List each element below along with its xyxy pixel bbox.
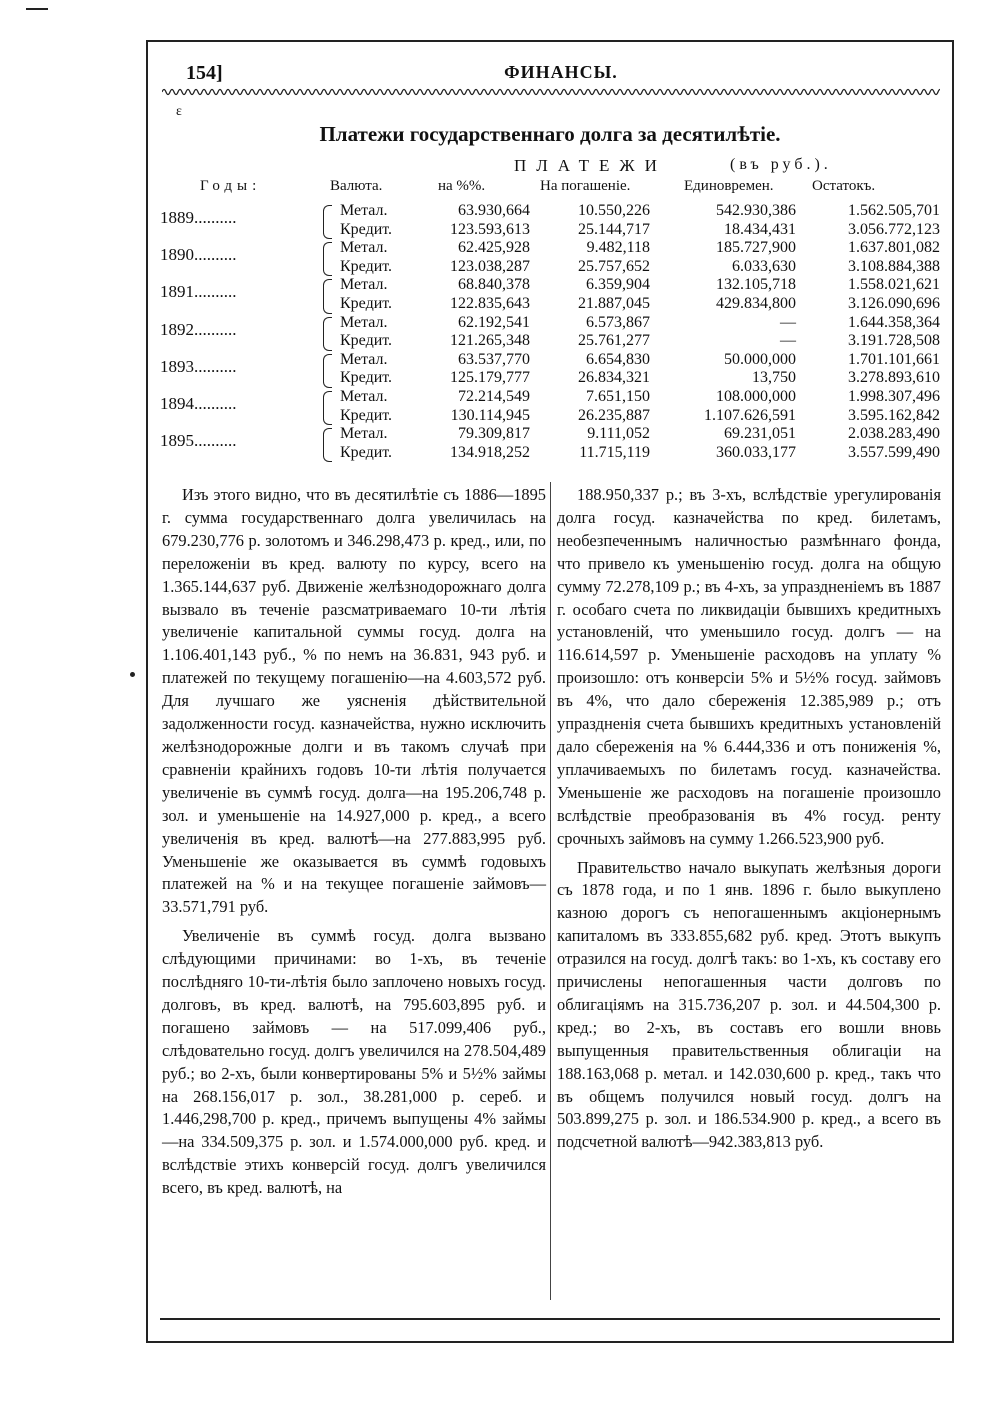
col-header-lump: Единовремен.: [684, 178, 774, 194]
cell-currency: Метал.: [340, 350, 388, 368]
text-column-right: [557, 484, 941, 1160]
page-number: 154]: [186, 62, 223, 84]
paragraph: Правительство начало выкупать желѣзныя дороги съ 1878 года, и по 1 янв. 1896 г. было выкуплено казною дорогъ съ непогашеннымъ акціонернымъ капиталомъ въ 333.855,682 руб. кред. Этотъ выкупъ отразился на госуд. долгѣ такъ: во 1-хъ, къ составу его причислены непогашенныя части долговъ по облигаціямъ на 315.736,207 р. зол. и 44.504,300 р. кред.; во 2-хъ, въ составъ его вошли вновь выпущенныя правительственныя облигаціи на 188.163,068 р. метал. и 142.030,600 р. кред., такъ что въ общемъ получился новый госуд. долгъ на 503.899,275 р. зол. и 186.534.900 р. кред., а всего въ подсчетной валютѣ—942.383,813 руб.: [557, 857, 941, 1152]
cell-currency: Метал.: [340, 313, 388, 331]
table-title: Платежи государственнаго долга за десятилѣтіе.: [319, 122, 781, 146]
cell-interest: 130.114,945: [450, 406, 530, 424]
cell-repayment: 6.359,904: [586, 276, 650, 294]
cell-lump: —: [780, 332, 796, 350]
paragraph: Увеличеніе въ суммѣ госуд. долга вызвано слѣдующими причинами: во 1-хъ, въ теченіе послѣдняго 10-ти-лѣтія было заплочено новыхъ госуд. долговъ, въ кред. валютѣ, на 795.603,895 руб. и погашено займовъ — на 517.099,406 руб., слѣдовательно госуд. долгъ увеличился на 278.504,489 руб.; во 2-хъ, были конвертированы 5% и 5½% займы на 268.156,017 р. зол., 38.281,000 р. сереб. и 1.446,298,700 р. кред., причемъ выпущены 4% займы—на 334.509,375 р. зол. и 1.574.000,000 руб. кред. и вслѣдствіе этихъ конверсій госуд. долгъ увеличился всего, въ кред. валютѣ, на: [162, 926, 546, 1198]
row-brace: [323, 354, 332, 388]
row-brace: [323, 317, 332, 351]
row-brace: [323, 428, 332, 462]
cell-repayment: 25.144,717: [578, 220, 650, 238]
cell-currency: Кредит.: [340, 406, 393, 424]
cell-remainder: 3.278.893,610: [848, 369, 940, 387]
cell-currency: Метал.: [340, 276, 388, 294]
cell-repayment: 26.235,887: [578, 406, 650, 424]
cell-interest: 63.930,664: [458, 202, 530, 219]
unit-label: (въ руб.).: [730, 156, 832, 173]
stray-mark: ɛ: [176, 104, 182, 119]
cell-repayment: 11.715,119: [579, 443, 650, 461]
cell-interest: 123.593,613: [450, 220, 530, 238]
cell-lump: 69.231,051: [724, 425, 796, 443]
cell-interest: 134.918,252: [450, 443, 530, 461]
cell-currency: Кредит.: [340, 295, 393, 312]
cell-currency: Кредит.: [340, 257, 393, 275]
cell-currency: Метал.: [340, 388, 388, 405]
cell-repayment: 25.757,652: [578, 257, 650, 275]
bottom-rule: [160, 1318, 940, 1320]
cell-currency: Кредит.: [340, 220, 393, 238]
cell-interest: 122.835,643: [450, 295, 530, 312]
cell-interest: 68.840,378: [458, 276, 530, 294]
cell-interest: 79.309,817: [458, 425, 530, 443]
cell-interest: 72.214,549: [458, 388, 530, 405]
cell-currency: Кредит.: [340, 369, 393, 387]
running-title: ФИНАНСЫ.: [504, 62, 618, 82]
cell-remainder: 1.701.101,661: [848, 350, 940, 368]
cell-remainder: 3.191.728,508: [848, 332, 940, 350]
year-label: 1889..........: [160, 208, 237, 227]
payments-label: ПЛАТЕЖИ: [514, 156, 667, 175]
cell-lump: —: [780, 313, 796, 331]
cell-repayment: 26.834,321: [578, 369, 650, 387]
year-label: 1891..........: [160, 282, 237, 302]
cell-interest: 63.537,770: [458, 350, 530, 368]
cell-lump: 1.107.626,591: [704, 406, 796, 424]
cell-repayment: 21.887,045: [578, 295, 650, 312]
cell-lump: 185.727,900: [716, 239, 796, 257]
year-label: 1890..........: [160, 245, 237, 265]
cell-currency: Метал.: [340, 202, 388, 219]
row-brace: [323, 205, 332, 239]
cell-lump: 132.105,718: [716, 276, 796, 294]
cell-interest: 125.179,777: [450, 369, 530, 387]
cell-interest: 62.192,541: [458, 313, 530, 331]
cell-repayment: 6.573,867: [586, 313, 650, 331]
paragraph: 188.950,337 р.; въ 3-хъ, вслѣдствіе урегулированія долга госуд. казначейства по кред. билетамъ, необезпеченнымъ наличностью размѣннаго фонда, что привело къ уменьшенію госуд. долга на общую сумму 72.278,109 р.; въ 4-хъ, за упраздненіемъ въ 1887 г. особаго счета по ликвидаціи бывшихъ кредитныхъ установленій, что уменьшило госуд. долгъ — на 116.614,597 р. Уменьшеніе расходовъ на уплату % произошло: отъ конверсіи 5% и 5½% госуд. займовъ въ 4%, что дало сбереженія 12.385,989 р.; отъ упраздненія счета бывшихъ кредитныхъ установленій дало сбереженія на % 6.444,336 и отъ пониженія %, уплачиваемыхъ по билетамъ госуд. казначейства. Уменьшеніе же расходовъ на погашеніе произошло вслѣдствіе преобразованія въ 4% госуд. ренту срочныхъ займовъ на сумму 1.266.523,900 руб.: [557, 485, 941, 848]
cell-lump: 13,750: [752, 369, 796, 387]
cell-currency: Кредит.: [340, 332, 393, 350]
paragraph: Изъ этого видно, что въ десятилѣтіе съ 1886—1895 г. сумма государственнаго долга увеличилась на 679.230,776 р. золотомъ и 346.298,473 р. кред., или, по переложеніи въ кред. валюту по курсу, всего на 1.365.144,637 руб. Движеніе желѣзнодорожнаго долга вызвало въ теченіе разсматриваемаго 10-ти лѣтія увеличеніе капитальной суммы госуд. долга на 1.106.401,143 руб., % по немъ на 36.831, 943 руб. и платежей по текущему погашенію—на 4.603,572 руб. Для лучшаго же уясненія дѣйствительной задолженности госуд. казначейства, нужно исключить желѣзнодорожные долги и въ такомъ случаѣ при сравненіи крайнихъ годовъ 10-ти лѣтія получается увеличеніе въ суммѣ госуд. долга—на 195.206,748 р. зол. и уменьшеніе на 14.927,000 р. кред., а всего увеличенія въ кред. валютѣ—на 277.883,995 руб. Уменьшеніе же оказывается въ суммѣ годовыхъ платежей на % и на текущее погашеніе займовъ—33.571,791 руб.: [162, 485, 546, 917]
cell-remainder: 1.558.021,621: [848, 276, 940, 294]
text-column-left: [162, 484, 546, 1206]
cell-remainder: 3.126.090,696: [848, 295, 940, 312]
cell-lump: 360.033,177: [716, 443, 796, 461]
cell-interest: 121.265,348: [450, 332, 530, 350]
wavy-rule: [162, 86, 940, 98]
cell-remainder: 1.637.801,082: [848, 239, 940, 257]
cell-lump: 50.000,000: [724, 350, 796, 368]
cell-lump: 6.033,630: [732, 257, 796, 275]
cell-remainder: 1.644.358,364: [848, 313, 940, 331]
year-label: 1895..........: [160, 431, 237, 451]
cell-currency: Метал.: [340, 239, 388, 257]
cell-repayment: 9.482,118: [586, 239, 650, 257]
cell-lump: 542.930,386: [716, 202, 796, 219]
col-header-remainder: Остатокъ.: [812, 178, 876, 194]
year-label: 1893..........: [160, 356, 237, 376]
cell-remainder: 3.595.162,842: [848, 406, 940, 424]
row-brace: [323, 391, 332, 425]
year-label: 1892..........: [160, 319, 237, 339]
cell-interest: 62.425,928: [458, 239, 530, 257]
row-brace: [323, 242, 332, 276]
cell-remainder: 1.562.505,701: [848, 202, 940, 219]
cell-remainder: 3.056.772,123: [848, 220, 940, 238]
column-divider: [550, 482, 551, 1300]
row-brace: [323, 279, 332, 313]
cell-remainder: 1.998.307,496: [848, 388, 940, 405]
col-header-repayment: На погашеніе.: [540, 178, 631, 194]
col-header-interest: на %%.: [438, 178, 486, 194]
cell-repayment: 7.651,150: [586, 388, 650, 405]
col-header-currency: Валюта.: [330, 178, 383, 194]
cell-lump: 108.000,000: [716, 388, 796, 405]
cell-remainder: 2.038.283,490: [848, 425, 940, 443]
col-header-years: Годы:: [200, 178, 262, 194]
cell-repayment: 6.654,830: [586, 350, 650, 368]
cell-interest: 123.038,287: [450, 257, 530, 275]
cell-repayment: 10.550,226: [578, 202, 650, 219]
page-header: [186, 62, 936, 88]
cell-currency: Метал.: [340, 425, 388, 443]
cell-repayment: 9.111,052: [587, 425, 650, 443]
cell-currency: Кредит.: [340, 443, 393, 461]
cell-remainder: 3.108.884,388: [848, 257, 940, 275]
cell-remainder: 3.557.599,490: [848, 443, 940, 461]
margin-dot: [130, 672, 135, 677]
year-label: 1894..........: [160, 394, 237, 413]
cell-lump: 18.434,431: [724, 220, 796, 238]
cell-repayment: 25.761,277: [578, 332, 650, 350]
cell-lump: 429.834,800: [716, 295, 796, 312]
page-corner-mark: [26, 8, 48, 10]
